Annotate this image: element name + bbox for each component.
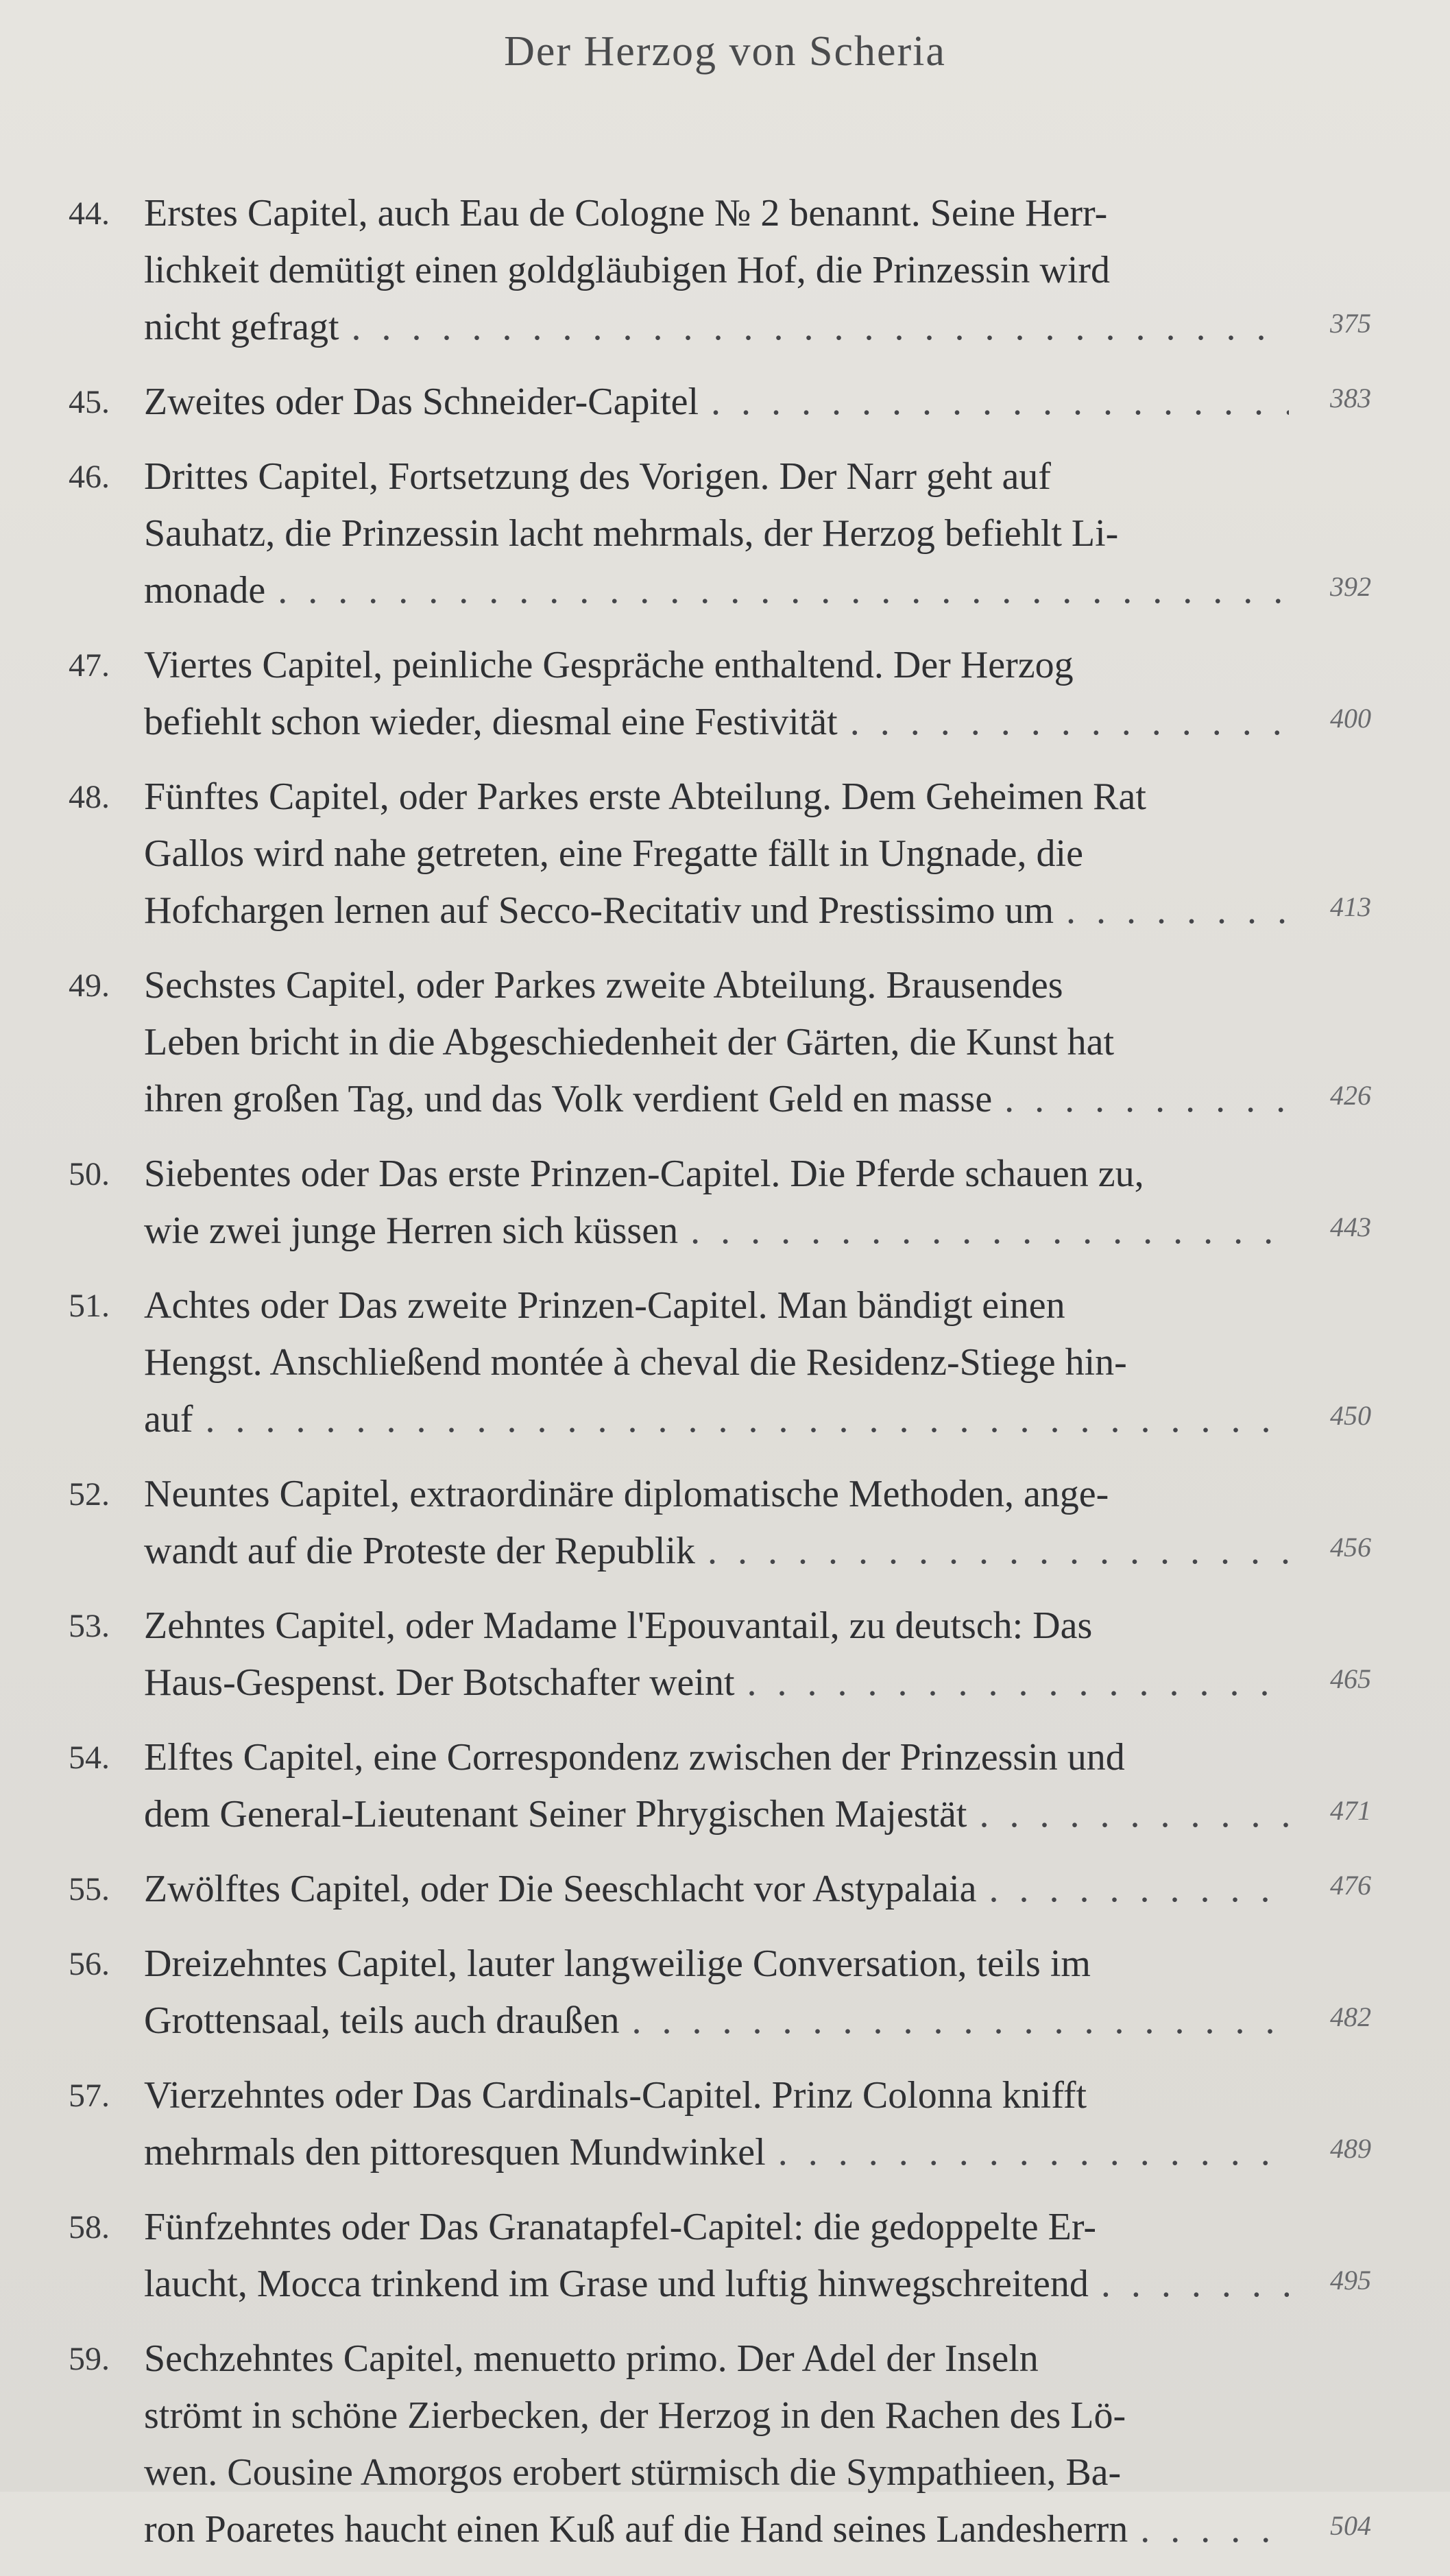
table-of-contents: [69, 185, 1371, 2576]
description-last-line: [144, 694, 1289, 751]
description-last-line: [144, 2501, 1289, 2558]
chapter-number: 46.: [69, 459, 110, 495]
dot-leader: [838, 694, 1289, 751]
page-number: 495: [1330, 2265, 1371, 2296]
chapter-description: [144, 2331, 1371, 2558]
description-line: Siebentes oder Das erste Prinzen-Capitel. Die Pferde schauen zu,: [144, 1153, 1144, 1195]
description-last-line: [144, 374, 1289, 431]
chapter-number: 52.: [69, 1476, 110, 1513]
dot-leader: [265, 562, 1289, 619]
dot-leader: [1054, 882, 1289, 939]
description-line: Hengst. Anschließend montée à cheval die Residenz-Stiege hin-: [144, 1341, 1127, 1384]
chapter-number: 47.: [69, 647, 110, 684]
dot-leader: [695, 1523, 1289, 1580]
chapter-number: 48.: [69, 779, 110, 815]
dot-leader: [339, 299, 1289, 356]
chapter-description: [144, 448, 1371, 619]
description-line: ron Poaretes haucht einen Kuß auf die Hand seines Landesherrn: [144, 2508, 1128, 2551]
description-last-line: [144, 1523, 1289, 1580]
description-line: ihren großen Tag, und das Volk verdient Geld en masse: [144, 1078, 993, 1120]
description-line: wen. Cousine Amorgos erobert stürmisch die Sympathieen, Ba-: [144, 2451, 1122, 2494]
running-header: Der Herzog von Scheria: [504, 28, 946, 75]
dot-leader: [992, 1071, 1289, 1128]
description-line: laucht, Mocca trinkend im Grase und luftig hinwegschreitend: [144, 2263, 1089, 2305]
chapter-description: [144, 1277, 1371, 1448]
toc-entry: [69, 185, 1371, 356]
chapter-description: [144, 2067, 1371, 2181]
page-number: 489: [1330, 2133, 1371, 2164]
description-last-line: [144, 1786, 1289, 1843]
page-number: 482: [1330, 2001, 1371, 2032]
dot-leader: [766, 2124, 1289, 2181]
description-last-line: [144, 1993, 1289, 2049]
description-last-line: [144, 1203, 1289, 1260]
chapter-description: [144, 374, 1371, 431]
toc-entry: [69, 1936, 1371, 2049]
description-line: Zehntes Capitel, oder Madame l'Epouvantail, zu deutsch: Das: [144, 1604, 1093, 1647]
description-line: Zwölftes Capitel, oder Die Seeschlacht vor Astypalaia: [144, 1868, 977, 1910]
page-number: 413: [1330, 891, 1371, 922]
description-line: Neuntes Capitel, extraordinäre diplomatische Methoden, ange-: [144, 1473, 1109, 1515]
toc-entry: [69, 1861, 1371, 1918]
chapter-number: 53.: [69, 1608, 110, 1644]
toc-entry: [69, 1598, 1371, 1711]
toc-entry: [69, 1146, 1371, 1260]
toc-entry: [69, 448, 1371, 619]
description-line: Viertes Capitel, peinliche Gespräche enthaltend. Der Herzog: [144, 644, 1074, 686]
page-number: 456: [1330, 1532, 1371, 1563]
page-number: 450: [1330, 1400, 1371, 1431]
description-line: Fünfzehntes oder Das Granatapfel-Capitel: die gedoppelte Er-: [144, 2206, 1097, 2248]
description-line: wie zwei junge Herren sich küssen: [144, 1209, 679, 1252]
description-line: befiehlt schon wieder, diesmal eine Festivität: [144, 701, 838, 743]
chapter-number: 59.: [69, 2341, 110, 2377]
chapter-description: [144, 1936, 1371, 2049]
dot-leader: [193, 1391, 1289, 1448]
description-line: Grottensaal, teils auch draußen: [144, 1999, 620, 2042]
chapter-number: 44.: [69, 195, 110, 232]
page-number: 471: [1330, 1795, 1371, 1826]
page-number: 504: [1330, 2510, 1371, 2541]
description-line: auf: [144, 1398, 193, 1441]
chapter-description: [144, 1729, 1371, 1843]
chapter-number: 45.: [69, 384, 110, 420]
description-last-line: [144, 1861, 1289, 1918]
chapter-number: 51.: [69, 1288, 110, 1324]
page-number: 465: [1330, 1663, 1371, 1694]
description-last-line: [144, 882, 1289, 939]
chapter-number: 57.: [69, 2078, 110, 2114]
dot-leader: [1128, 2501, 1289, 2558]
chapter-description: [144, 185, 1371, 356]
chapter-description: [144, 957, 1371, 1128]
toc-entry: [69, 957, 1371, 1128]
description-line: nicht gefragt: [144, 306, 339, 348]
description-line: Dreizehntes Capitel, lauter langweilige Conversation, teils im: [144, 1942, 1091, 1985]
description-last-line: [144, 2256, 1289, 2313]
toc-entry: [69, 2331, 1371, 2558]
toc-entry: [69, 637, 1371, 751]
description-last-line: [144, 2124, 1289, 2181]
page-number: 383: [1330, 383, 1371, 413]
description-last-line: [144, 1071, 1289, 1128]
dot-leader: [967, 1786, 1289, 1843]
dot-leader: [699, 374, 1289, 431]
description-line: mehrmals den pittoresquen Mundwinkel: [144, 2131, 766, 2174]
description-line: wandt auf die Proteste der Republik: [144, 1530, 696, 1572]
chapter-description: [144, 637, 1371, 751]
description-line: dem General-Lieutenant Seiner Phrygischen Majestät: [144, 1793, 967, 1835]
toc-entry: [69, 1277, 1371, 1448]
description-last-line: [144, 299, 1289, 356]
description-last-line: [144, 562, 1289, 619]
description-line: monade: [144, 569, 266, 612]
description-line: lichkeit demütigt einen goldgläubigen Hof, die Prinzessin wird: [144, 249, 1111, 291]
description-line: Erstes Capitel, auch Eau de Cologne № 2 benannt. Seine Herr-: [144, 192, 1108, 234]
description-line: Gallos wird nahe getreten, eine Fregatte fällt in Ungnade, die: [144, 832, 1083, 875]
chapter-description: [144, 1598, 1371, 1711]
dot-leader: [678, 1203, 1289, 1260]
description-line: strömt in schöne Zierbecken, der Herzog in den Rachen des Lö-: [144, 2394, 1126, 2437]
chapter-number: 58.: [69, 2209, 110, 2246]
description-line: Leben bricht in die Abgeschiedenheit der Gärten, die Kunst hat: [144, 1021, 1115, 1063]
page-number: 443: [1330, 1212, 1371, 1242]
chapter-description: [144, 1861, 1371, 1918]
dot-leader: [735, 1654, 1289, 1711]
dot-leader: [977, 1861, 1289, 1918]
description-line: Haus-Gespenst. Der Botschafter weint: [144, 1661, 735, 1704]
page-number: 375: [1330, 308, 1371, 339]
chapter-number: 56.: [69, 1946, 110, 1982]
chapter-number: 55.: [69, 1871, 110, 1907]
toc-entry: [69, 2067, 1371, 2181]
chapter-number: 49.: [69, 967, 110, 1004]
page-number: 476: [1330, 1870, 1371, 1901]
description-line: Sechzehntes Capitel, menuetto primo. Der Adel der Inseln: [144, 2337, 1039, 2380]
page-number: 392: [1330, 571, 1371, 602]
page-number: 400: [1330, 703, 1371, 734]
description-line: Hofchargen lernen auf Secco-Recitativ und Prestissimo um: [144, 889, 1054, 932]
description-line: Elftes Capitel, eine Correspondenz zwischen der Prinzessin und: [144, 1736, 1125, 1779]
dot-leader: [1089, 2256, 1289, 2313]
description-line: Sauhatz, die Prinzessin lacht mehrmals, der Herzog befiehlt Li-: [144, 512, 1119, 555]
description-last-line: [144, 1654, 1289, 1711]
chapter-number: 50.: [69, 1156, 110, 1192]
dot-leader: [620, 1993, 1289, 2049]
description-line: Vierzehntes oder Das Cardinals-Capitel. Prinz Colonna knifft: [144, 2074, 1087, 2117]
chapter-description: [144, 769, 1371, 939]
toc-entry: [69, 1466, 1371, 1580]
description-line: Sechstes Capitel, oder Parkes zweite Abteilung. Brausendes: [144, 964, 1063, 1007]
description-last-line: [144, 1391, 1289, 1448]
description-line: Drittes Capitel, Fortsetzung des Vorigen. Der Narr geht auf: [144, 455, 1051, 498]
page-number: 426: [1330, 1080, 1371, 1111]
toc-entry: [69, 374, 1371, 431]
description-line: Fünftes Capitel, oder Parkes erste Abteilung. Dem Geheimen Rat: [144, 775, 1146, 818]
chapter-description: [144, 1146, 1371, 1260]
chapter-description: [144, 1466, 1371, 1580]
toc-entry: [69, 769, 1371, 939]
toc-entry: [69, 2199, 1371, 2313]
chapter-number: 54.: [69, 1740, 110, 1776]
toc-entry: [69, 1729, 1371, 1843]
description-line: Achtes oder Das zweite Prinzen-Capitel. Man bändigt einen: [144, 1284, 1065, 1327]
chapter-description: [144, 2199, 1371, 2313]
description-line: Zweites oder Das Schneider-Capitel: [144, 381, 699, 423]
